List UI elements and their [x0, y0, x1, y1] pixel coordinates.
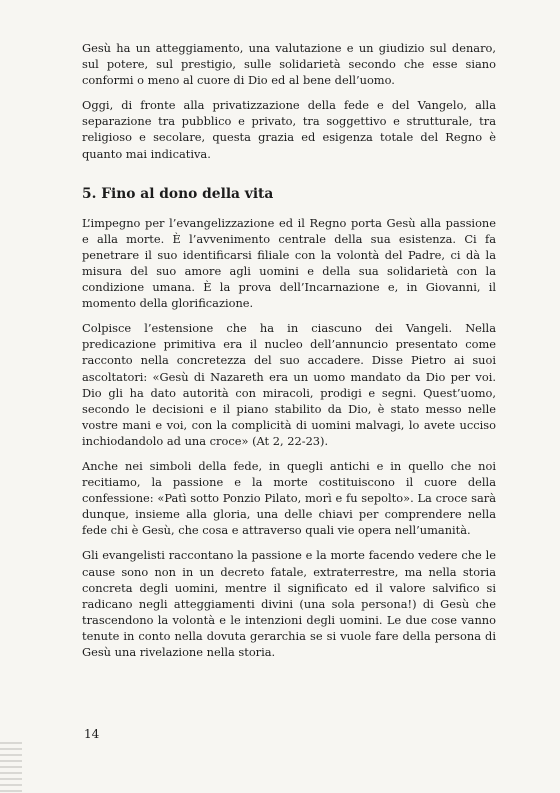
- paragraph-denaro: Gesù ha un atteggiamento, una valutazione e un giudizio sul denaro, sul potere, sul prestigio, sulle solidarietà secondo che esse siano conformi o meno al cuore di Dio ed al bene dell’uomo.: [82, 41, 496, 88]
- page-body: [82, 40, 496, 669]
- paragraph-evangelisti: Gli evangelisti raccontano la passione e la morte facendo vedere che le cause sono non in un decreto fatale, extraterrestre, ma nella storia concreta degli uomini, mentre il significato ed il valore salvifico si radicano negli atteggiamenti divini (una sola persona!) di Gesù che trascendono la volontà e le intenzioni degli uomini. Le due cose vanno tenute in conto nella dovuta gerarchia se si vuole fare della persona di Gesù una rivelazione nella storia.: [82, 548, 496, 659]
- paragraph-estensione: Colpisce l’estensione che ha in ciascuno dei Vangeli. Nella predicazione primitiva era il nucleo dell’annuncio presentato come racconto nella concretezza del suo accadere. Disse Pietro ai suoi ascoltatori: «Gesù di Nazareth era un uomo mandato da Dio per voi. Dio gli ha dato autorità con miracoli, prodigi e segni. Quest’uomo, secondo le decisioni e il piano stabilito da Dio, è stato messo nelle vostre mani e voi, con la complicità di uomini malvagi, lo avete ucciso inchiodandolo ad una croce» (At 2, 22-23).: [82, 321, 496, 448]
- section-heading: 5. Fino al dono della vita: [82, 185, 274, 202]
- paragraph-simboli: Anche nei simboli della fede, in quegli antichi e in quello che noi recitiamo, la passione e la morte costituiscono il cuore della confessione: «Patì sotto Ponzio Pilato, morì e fu sepolto». La croce sarà dunque, insieme alla gloria, una delle chiavi per comprendere nella fede chi è Gesù, che cosa e attraverso quali vie opera nell’umanità.: [82, 458, 496, 538]
- paragraph-privatizzazione: Oggi, di fronte alla privatizzazione della fede e del Vangelo, alla separazione tra pubblico e privato, tra soggettivo e strutturale, tra religioso e secolare, questa grazia ed esigenza totale del Regno è quanto mai indicativa.: [82, 98, 496, 161]
- paragraph-impegno: L’impegno per l’evangelizzazione ed il Regno porta Gesù alla passione e alla morte. È l’avvenimento centrale della sua esistenza. Ci fa penetrare il suo identificarsi filiale con la volontà del Padre, ci dà la misura del suo amore agli uomini e della sua solidarietà con la condizione umana. È la prova dell’Incarnazione e, in Giovanni, il momento della glorificazione.: [82, 215, 496, 311]
- scan-edge-decoration: [0, 742, 22, 793]
- page-number: 14: [84, 727, 100, 741]
